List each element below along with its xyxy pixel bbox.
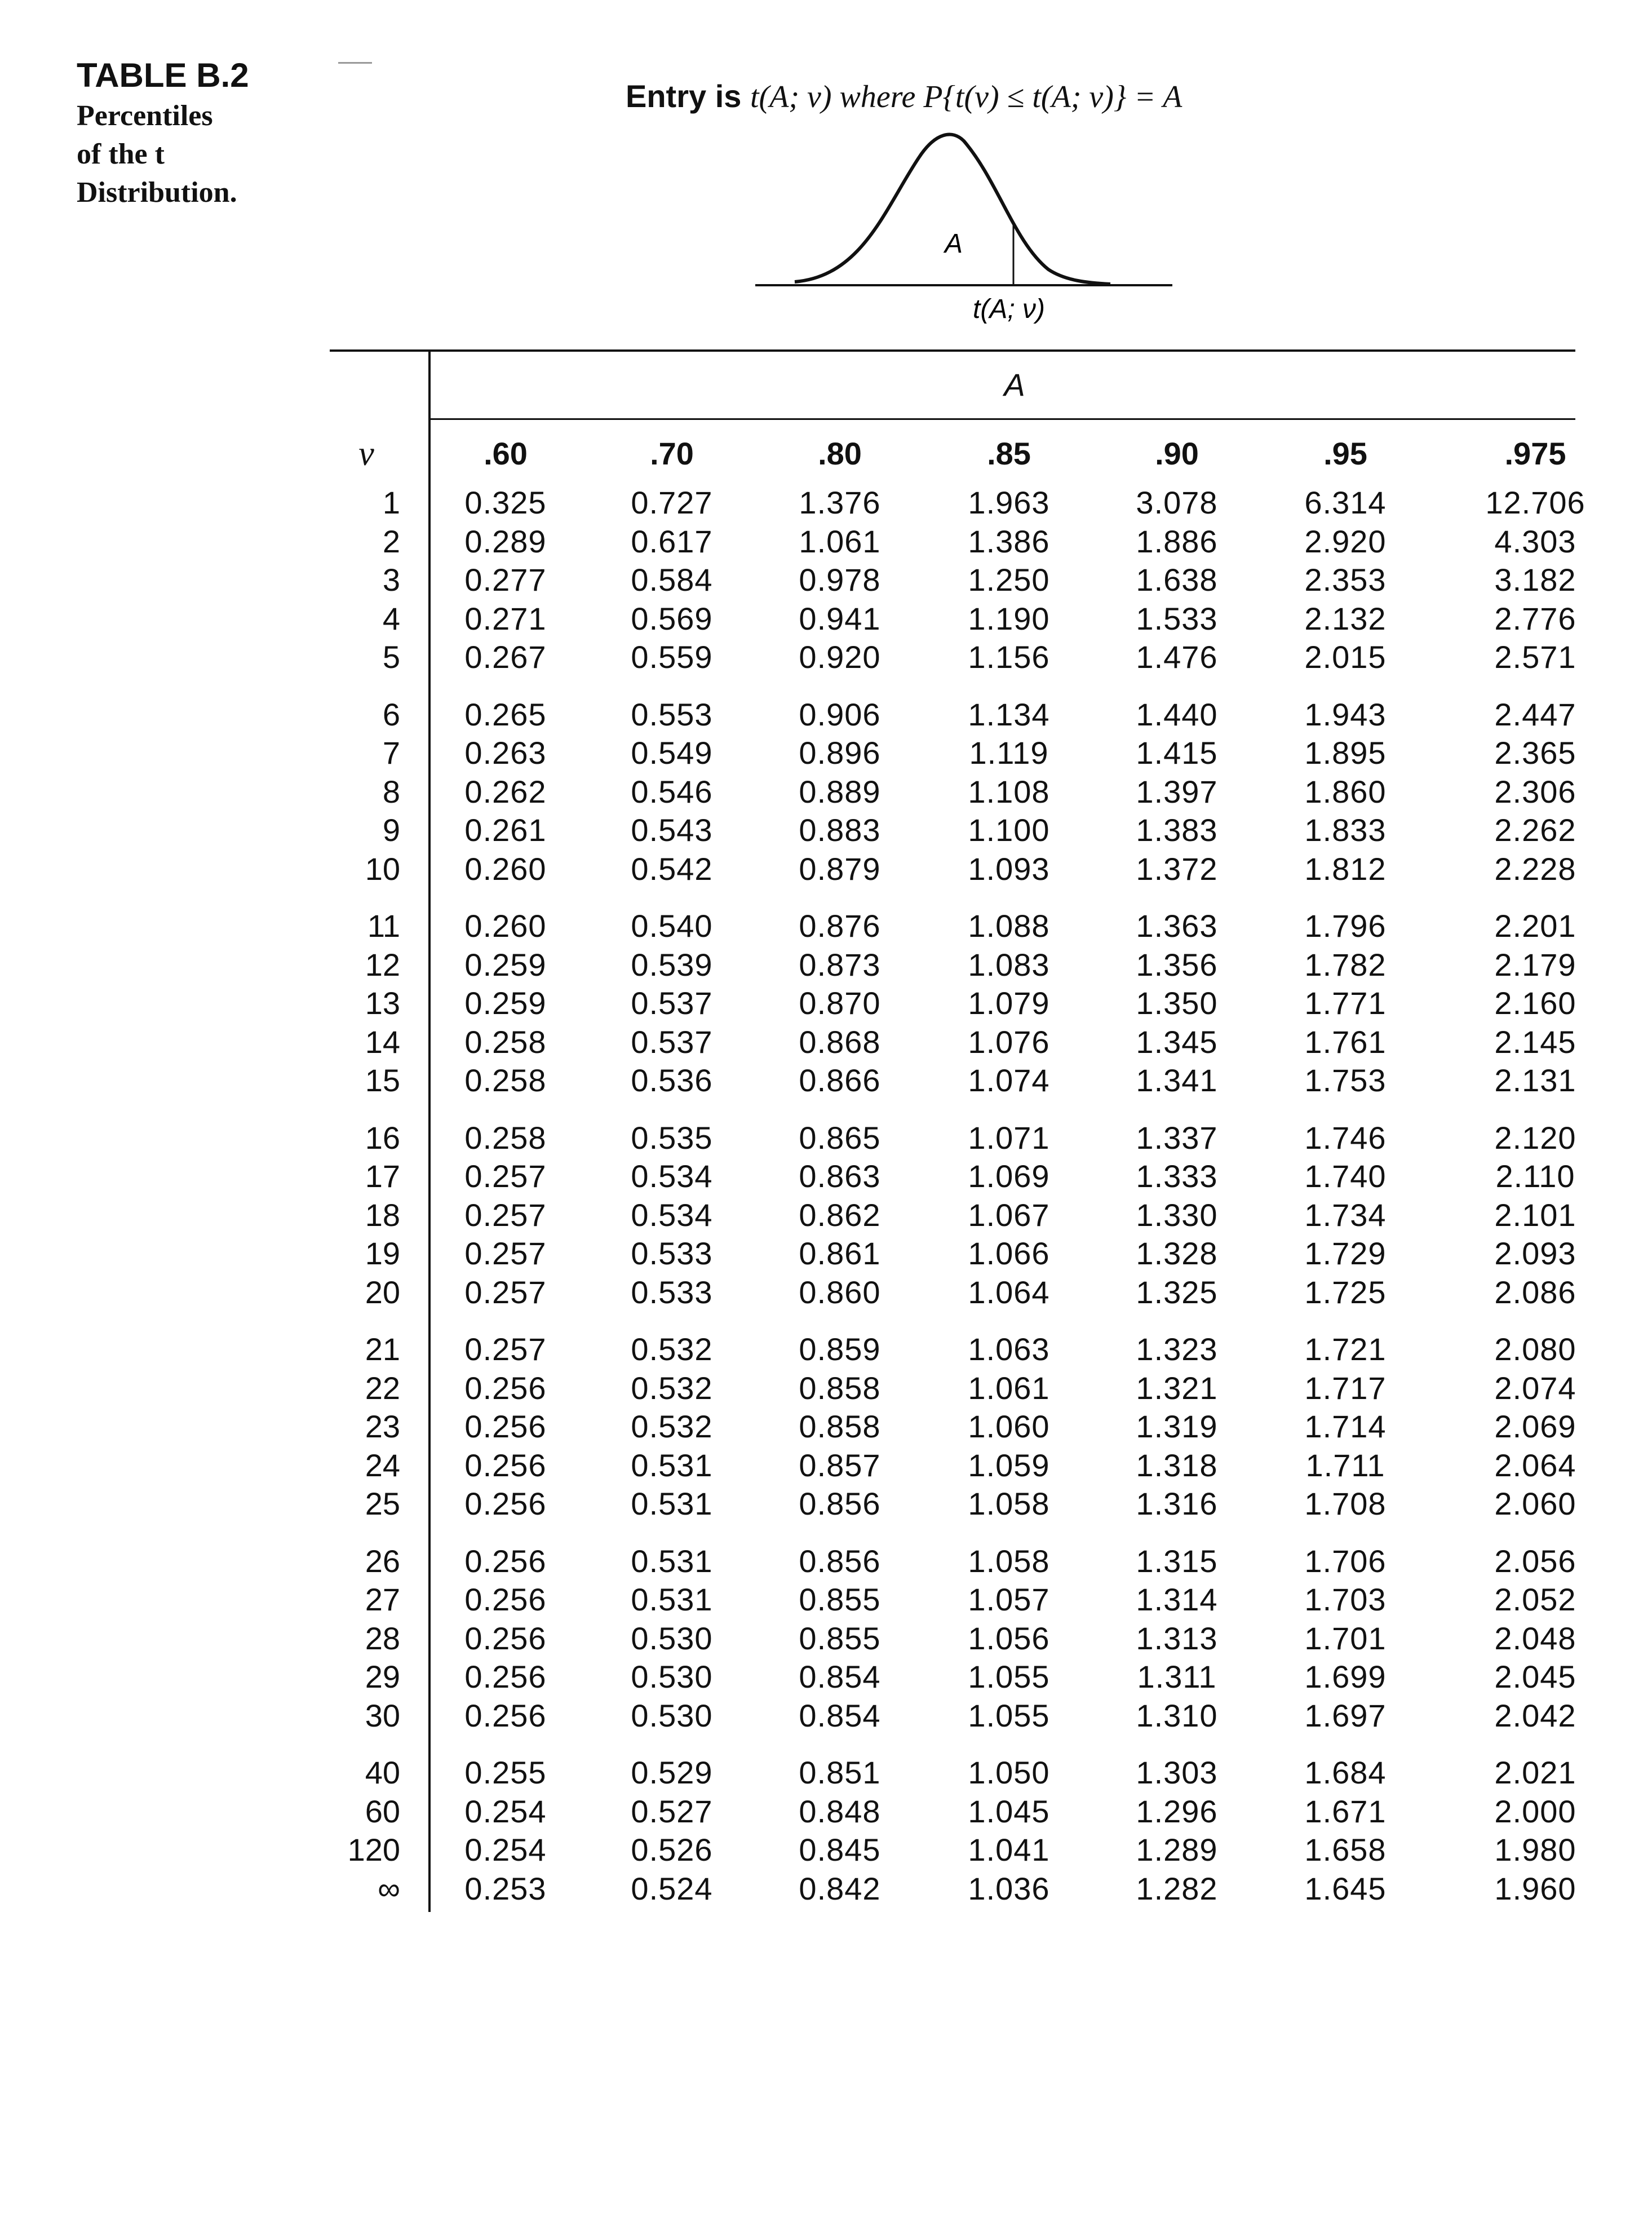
table-cell: 1.476 <box>1136 639 1218 675</box>
table-cell: 3.182 <box>1494 562 1576 597</box>
table-cell: 1.325 <box>1136 1274 1218 1310</box>
table-cell: 0.534 <box>631 1197 713 1233</box>
table-cell: 1.533 <box>1136 600 1218 636</box>
table-cell: 1.725 <box>1304 1274 1387 1310</box>
table-cell: 0.253 <box>464 1870 547 1906</box>
column-header: .80 <box>818 436 862 471</box>
table-cell: 2.132 <box>1304 600 1387 636</box>
table-cell: 1.079 <box>968 985 1050 1021</box>
table-cell: 0.569 <box>631 600 713 636</box>
table-cell: 0.865 <box>799 1119 881 1156</box>
table-cell: 0.529 <box>631 1755 713 1790</box>
table-cell: 2.000 <box>1494 1793 1576 1829</box>
table-cell: 1.341 <box>1136 1063 1218 1098</box>
table-cell: 1.833 <box>1304 812 1387 848</box>
table-cell: 0.920 <box>799 639 881 675</box>
table-cell: 1.134 <box>968 696 1050 732</box>
table-cell: 1.383 <box>1136 812 1218 848</box>
table-cell: 0.256 <box>464 1582 547 1617</box>
row-nu-label: 25 <box>365 1486 400 1521</box>
table-cell: 1.059 <box>968 1447 1050 1483</box>
table-cell: 0.883 <box>799 812 881 848</box>
table-cell: 1.064 <box>968 1274 1050 1310</box>
table-cell: 0.868 <box>799 1024 881 1060</box>
table-cell: 0.855 <box>799 1582 881 1617</box>
table-cell: 0.542 <box>631 851 713 887</box>
table-cell: 1.323 <box>1136 1331 1218 1367</box>
row-nu-label: 11 <box>367 908 400 944</box>
table-cell: 0.257 <box>464 1236 547 1271</box>
table-cell: 1.782 <box>1304 946 1387 982</box>
table-cell: 1.711 <box>1305 1447 1385 1483</box>
table-cell: 0.543 <box>631 812 713 848</box>
table-cell: 1.714 <box>1304 1409 1387 1444</box>
column-header: .60 <box>484 436 528 471</box>
column-group-label: A <box>1004 367 1025 402</box>
table-cell: 2.160 <box>1494 985 1576 1021</box>
table-cell: 1.056 <box>968 1620 1050 1656</box>
table-cell: 0.259 <box>464 946 547 982</box>
table-cell: 1.706 <box>1304 1543 1387 1579</box>
table-cell: 1.061 <box>799 523 881 559</box>
row-nu-label: 60 <box>365 1793 400 1829</box>
table-cell: 3.078 <box>1136 485 1218 520</box>
table-cell: 2.042 <box>1494 1697 1576 1733</box>
table-cell: 1.328 <box>1136 1236 1218 1271</box>
table-cell: 1.729 <box>1304 1236 1387 1271</box>
table-cell: 2.571 <box>1494 639 1576 675</box>
table-cell: 0.531 <box>631 1447 713 1483</box>
table-cell: 0.879 <box>799 851 881 887</box>
table-subtitle-line: of the t <box>77 138 165 170</box>
table-cell: 1.746 <box>1304 1119 1387 1156</box>
table-cell: 0.873 <box>799 946 881 982</box>
table-cell: 2.080 <box>1494 1331 1576 1367</box>
row-nu-label: 21 <box>365 1331 400 1367</box>
table-cell: 1.190 <box>968 600 1050 636</box>
table-cell: 0.531 <box>631 1543 713 1579</box>
table-cell: 1.318 <box>1136 1447 1218 1483</box>
table-cell: 1.058 <box>968 1543 1050 1579</box>
table-cell: 2.086 <box>1494 1274 1576 1310</box>
table-cell: 0.258 <box>464 1119 547 1156</box>
table-cell: 0.906 <box>799 696 881 732</box>
table-cell: 2.074 <box>1494 1370 1576 1406</box>
table-cell: 1.363 <box>1136 908 1218 944</box>
table-cell: 0.860 <box>799 1274 881 1310</box>
table-cell: 0.256 <box>464 1486 547 1521</box>
table-cell: 1.063 <box>968 1331 1050 1367</box>
row-nu-label: 9 <box>382 812 400 848</box>
table-cell: 12.706 <box>1485 485 1585 520</box>
table-cell: 2.110 <box>1495 1158 1575 1194</box>
table-cell: 0.536 <box>631 1063 713 1098</box>
table-cell: 1.717 <box>1304 1370 1387 1406</box>
table-cell: 0.256 <box>464 1620 547 1656</box>
table-cell: 0.863 <box>799 1158 881 1194</box>
table-cell: 1.156 <box>968 639 1050 675</box>
table-cell: 0.537 <box>631 985 713 1021</box>
table-cell: 1.045 <box>968 1793 1050 1829</box>
table-cell: 0.553 <box>631 696 713 732</box>
caption-formula: t(A; ν) where P{t(ν) ≤ t(A; ν)} = A <box>750 79 1182 114</box>
table-cell: 0.876 <box>799 908 881 944</box>
table-cell: 0.267 <box>464 639 547 675</box>
table-cell: 0.258 <box>464 1063 547 1098</box>
table-cell: 1.337 <box>1136 1119 1218 1156</box>
row-nu-label: 19 <box>365 1236 400 1271</box>
table-cell: 0.870 <box>799 985 881 1021</box>
table-cell: 1.721 <box>1304 1331 1387 1367</box>
table-cell: 0.584 <box>631 562 713 597</box>
table-cell: 2.306 <box>1494 773 1576 809</box>
table-cell: 2.093 <box>1494 1236 1576 1271</box>
table-cell: 1.708 <box>1304 1486 1387 1521</box>
table-cell: 1.963 <box>968 485 1050 520</box>
table-cell: 0.254 <box>464 1832 547 1867</box>
table-cell: 2.120 <box>1494 1119 1576 1156</box>
table-cell: 0.289 <box>464 523 547 559</box>
table-cell: 2.056 <box>1494 1543 1576 1579</box>
table-cell: 1.319 <box>1136 1409 1218 1444</box>
table-cell: 2.021 <box>1494 1755 1576 1790</box>
row-nu-label: 10 <box>365 851 400 887</box>
row-nu-label: 6 <box>382 696 400 732</box>
table-cell: 0.866 <box>799 1063 881 1098</box>
column-header: .85 <box>987 436 1031 471</box>
table-cell: 1.041 <box>968 1832 1050 1867</box>
table-cell: 0.978 <box>799 562 881 597</box>
table-cell: 1.314 <box>1136 1582 1218 1617</box>
table-top-rule <box>330 349 1575 352</box>
table-cell: 0.546 <box>631 773 713 809</box>
table-cell: 0.254 <box>464 1793 547 1829</box>
table-cell: 0.260 <box>464 851 547 887</box>
table-cell: 0.861 <box>799 1236 881 1271</box>
table-cell: 1.055 <box>968 1659 1050 1694</box>
table-cell: 1.316 <box>1136 1486 1218 1521</box>
table-cell: 0.848 <box>799 1793 881 1829</box>
table-cell: 0.256 <box>464 1409 547 1444</box>
table-cell: 1.980 <box>1494 1832 1576 1867</box>
table-cell: 1.753 <box>1304 1063 1387 1098</box>
row-nu-label: 120 <box>347 1832 400 1867</box>
table-cell: 1.313 <box>1136 1620 1218 1656</box>
table-cell: 1.057 <box>968 1582 1050 1617</box>
table-cell: 4.303 <box>1494 523 1576 559</box>
table-cell: 1.303 <box>1136 1755 1218 1790</box>
table-cell: 2.776 <box>1494 600 1576 636</box>
table-cell: 0.532 <box>631 1331 713 1367</box>
table-cell: 1.058 <box>968 1486 1050 1521</box>
table-cell: 1.066 <box>968 1236 1050 1271</box>
table-cell: 1.376 <box>799 485 881 520</box>
table-cell: 1.071 <box>968 1119 1050 1156</box>
table-cell: 0.727 <box>631 485 713 520</box>
row-nu-label: 26 <box>365 1543 400 1579</box>
table-cell: 0.617 <box>631 523 713 559</box>
table-cell: 2.228 <box>1494 851 1576 887</box>
table-cell: 0.256 <box>464 1659 547 1694</box>
table-cell: 1.701 <box>1304 1620 1387 1656</box>
table-cell: 1.645 <box>1304 1870 1387 1906</box>
table-cell: 0.533 <box>631 1274 713 1310</box>
row-nu-label: 15 <box>365 1063 400 1098</box>
table-cell: 0.261 <box>464 812 547 848</box>
table-title-block <box>77 54 268 212</box>
table-cell: 1.333 <box>1136 1158 1218 1194</box>
table-cell: 0.534 <box>631 1158 713 1194</box>
row-nu-label: 40 <box>365 1755 400 1790</box>
table-cell: 1.060 <box>968 1409 1050 1444</box>
table-cell: 2.353 <box>1304 562 1387 597</box>
table-cell: 1.289 <box>1136 1832 1218 1867</box>
table-cell: 0.265 <box>464 696 547 732</box>
table-cell: 0.255 <box>464 1755 547 1790</box>
table-subtitle-line: Percentiles <box>77 100 213 132</box>
table-cell: 1.671 <box>1304 1793 1387 1829</box>
table-cell: 1.108 <box>968 773 1050 809</box>
table-cell: 2.920 <box>1304 523 1387 559</box>
table-cell: 1.684 <box>1304 1755 1387 1790</box>
table-cell: 0.854 <box>799 1697 881 1733</box>
density-curve <box>795 135 1110 284</box>
table-cell: 0.257 <box>464 1331 547 1367</box>
table-cell: 0.531 <box>631 1582 713 1617</box>
table-cell: 2.131 <box>1494 1063 1576 1098</box>
table-cell: 0.531 <box>631 1486 713 1521</box>
table-cell: 0.262 <box>464 773 547 809</box>
row-nu-label: ∞ <box>378 1870 400 1906</box>
table-cell: 2.015 <box>1304 639 1387 675</box>
row-nu-label: 28 <box>365 1620 400 1656</box>
column-header: .975 <box>1504 436 1566 471</box>
table-cell: 1.083 <box>968 946 1050 982</box>
table-cell: 2.179 <box>1494 946 1576 982</box>
column-group-rule <box>429 418 1575 420</box>
row-nu-label: 2 <box>382 523 400 559</box>
table-cell: 0.862 <box>799 1197 881 1233</box>
table-cell: 2.201 <box>1494 908 1576 944</box>
table-cell: 1.638 <box>1136 562 1218 597</box>
table-cell: 1.812 <box>1304 851 1387 887</box>
row-nu-label: 4 <box>382 600 400 636</box>
row-nu-label: 7 <box>382 735 400 771</box>
table-cell: 0.527 <box>631 1793 713 1829</box>
table-cell: 2.365 <box>1494 735 1576 771</box>
table-cell: 2.064 <box>1494 1447 1576 1483</box>
table-cell: 1.860 <box>1304 773 1387 809</box>
row-nu-label: 8 <box>382 773 400 809</box>
table-cell: 1.658 <box>1304 1832 1387 1867</box>
table-cell: 0.256 <box>464 1447 547 1483</box>
table-cell: 0.530 <box>631 1659 713 1694</box>
table-cell: 1.119 <box>969 735 1049 771</box>
table-cell: 0.889 <box>799 773 881 809</box>
table-cell: 1.100 <box>968 812 1050 848</box>
table-cell: 2.048 <box>1494 1620 1576 1656</box>
table-cell: 2.145 <box>1494 1024 1576 1060</box>
table-cell: 0.857 <box>799 1447 881 1483</box>
table-cell: 0.941 <box>799 600 881 636</box>
table-cell: 1.310 <box>1136 1697 1218 1733</box>
table-cell: 0.524 <box>631 1870 713 1906</box>
table-cell: 1.093 <box>968 851 1050 887</box>
table-cell: 0.257 <box>464 1197 547 1233</box>
table-cell: 0.854 <box>799 1659 881 1694</box>
table-caption <box>626 78 1302 115</box>
table-cell: 1.886 <box>1136 523 1218 559</box>
table-cell: 1.703 <box>1304 1582 1387 1617</box>
table-cell: 1.960 <box>1494 1870 1576 1906</box>
row-nu-label: 30 <box>365 1697 400 1733</box>
table-cell: 0.259 <box>464 985 547 1021</box>
column-header: .90 <box>1155 436 1199 471</box>
table-cell: 2.060 <box>1494 1486 1576 1521</box>
row-nu-label: 3 <box>382 562 400 597</box>
table-cell: 0.559 <box>631 639 713 675</box>
table-cell: 1.282 <box>1136 1870 1218 1906</box>
table-cell: 0.858 <box>799 1409 881 1444</box>
table-cell: 0.263 <box>464 735 547 771</box>
row-nu-label: 18 <box>365 1197 400 1233</box>
table-cell: 1.761 <box>1304 1024 1387 1060</box>
table-cell: 0.256 <box>464 1370 547 1406</box>
table-cell: 0.845 <box>799 1832 881 1867</box>
table-cell: 1.440 <box>1136 696 1218 732</box>
table-cell: 2.447 <box>1494 696 1576 732</box>
table-cell: 2.101 <box>1494 1197 1576 1233</box>
table-cell: 1.076 <box>968 1024 1050 1060</box>
row-nu-label: 27 <box>365 1582 400 1617</box>
table-cell: 1.397 <box>1136 773 1218 809</box>
table-cell: 0.325 <box>464 485 547 520</box>
table-cell: 0.533 <box>631 1236 713 1271</box>
table-label: TABLE B.2 <box>77 56 249 94</box>
area-label: A <box>944 229 963 259</box>
decorative-rule <box>338 62 372 64</box>
table-cell: 0.256 <box>464 1697 547 1733</box>
table-cell: 1.036 <box>968 1870 1050 1906</box>
table-subtitle-line: Distribution. <box>77 176 237 209</box>
table-cell: 2.069 <box>1494 1409 1576 1444</box>
table-cell: 1.697 <box>1304 1697 1387 1733</box>
table-cell: 1.067 <box>968 1197 1050 1233</box>
table-cell: 1.943 <box>1304 696 1387 732</box>
table-cell: 0.855 <box>799 1620 881 1656</box>
row-nu-label: 29 <box>365 1659 400 1694</box>
table-cell: 2.052 <box>1494 1582 1576 1617</box>
table-cell: 0.277 <box>464 562 547 597</box>
row-header-symbol: ν <box>358 435 374 473</box>
table-cell: 1.315 <box>1136 1543 1218 1579</box>
row-nu-label: 14 <box>365 1024 400 1060</box>
table-cell: 1.296 <box>1136 1793 1218 1829</box>
row-nu-label: 20 <box>365 1274 400 1310</box>
table-cell: 0.532 <box>631 1370 713 1406</box>
table-cell: 1.415 <box>1136 735 1218 771</box>
table-cell: 0.856 <box>799 1486 881 1521</box>
table-cell: 1.372 <box>1136 851 1218 887</box>
table-cell: 1.734 <box>1304 1197 1387 1233</box>
table-cell: 2.262 <box>1494 812 1576 848</box>
table-cell: 0.537 <box>631 1024 713 1060</box>
row-nu-label: 16 <box>365 1119 400 1156</box>
table-cell: 1.699 <box>1304 1659 1387 1694</box>
table-cell: 0.842 <box>799 1870 881 1906</box>
quantile-axis-label: t(A; ν) <box>973 294 1045 324</box>
table-cell: 0.549 <box>631 735 713 771</box>
column-header: .70 <box>650 436 694 471</box>
table-cell: 1.356 <box>1136 946 1218 982</box>
table-cell: 0.530 <box>631 1620 713 1656</box>
table-cell: 1.250 <box>968 562 1050 597</box>
table-cell: 1.311 <box>1137 1659 1217 1694</box>
table-cell: 0.539 <box>631 946 713 982</box>
table-cell: 0.532 <box>631 1409 713 1444</box>
table-cell: 0.540 <box>631 908 713 944</box>
table-cell: 0.858 <box>799 1370 881 1406</box>
table-cell: 0.257 <box>464 1158 547 1194</box>
row-nu-label: 23 <box>365 1409 400 1444</box>
table-cell: 0.856 <box>799 1543 881 1579</box>
table-cell: 1.088 <box>968 908 1050 944</box>
table-cell: 1.771 <box>1304 985 1387 1021</box>
table-cell: 1.074 <box>968 1063 1050 1098</box>
table-cell: 1.350 <box>1136 985 1218 1021</box>
table-cell: 0.530 <box>631 1697 713 1733</box>
row-nu-label: 1 <box>382 485 400 520</box>
table-cell: 0.258 <box>464 1024 547 1060</box>
table-cell: 6.314 <box>1304 485 1387 520</box>
column-header: .95 <box>1323 436 1367 471</box>
row-nu-label: 22 <box>365 1370 400 1406</box>
table-cell: 0.851 <box>799 1755 881 1790</box>
table-cell: 0.896 <box>799 735 881 771</box>
row-nu-label: 5 <box>382 639 400 675</box>
table-cell: 0.271 <box>464 600 547 636</box>
table-cell: 1.069 <box>968 1158 1050 1194</box>
table-cell: 1.061 <box>968 1370 1050 1406</box>
caption-prefix: Entry is <box>626 78 750 114</box>
table-cell: 0.256 <box>464 1543 547 1579</box>
table-cell: 0.526 <box>631 1832 713 1867</box>
table-cell: 1.321 <box>1136 1370 1218 1406</box>
row-nu-label: 13 <box>365 985 400 1021</box>
table-cell: 2.045 <box>1494 1659 1576 1694</box>
table-cell: 1.345 <box>1136 1024 1218 1060</box>
table-cell: 1.740 <box>1304 1158 1387 1194</box>
table-cell: 1.050 <box>968 1755 1050 1790</box>
table-cell: 0.260 <box>464 908 547 944</box>
table-cell: 0.859 <box>799 1331 881 1367</box>
table-cell: 1.330 <box>1136 1197 1218 1233</box>
table-cell: 1.796 <box>1304 908 1387 944</box>
bell-curve-figure <box>750 124 1178 338</box>
table-cell: 1.895 <box>1304 735 1387 771</box>
table-cell: 1.386 <box>968 523 1050 559</box>
table-cell: 0.535 <box>631 1119 713 1156</box>
row-nu-label: 17 <box>365 1158 400 1194</box>
table-cell: 0.257 <box>464 1274 547 1310</box>
row-nu-label: 12 <box>365 946 400 982</box>
table-cell: 1.055 <box>968 1697 1050 1733</box>
row-nu-label: 24 <box>365 1447 400 1483</box>
